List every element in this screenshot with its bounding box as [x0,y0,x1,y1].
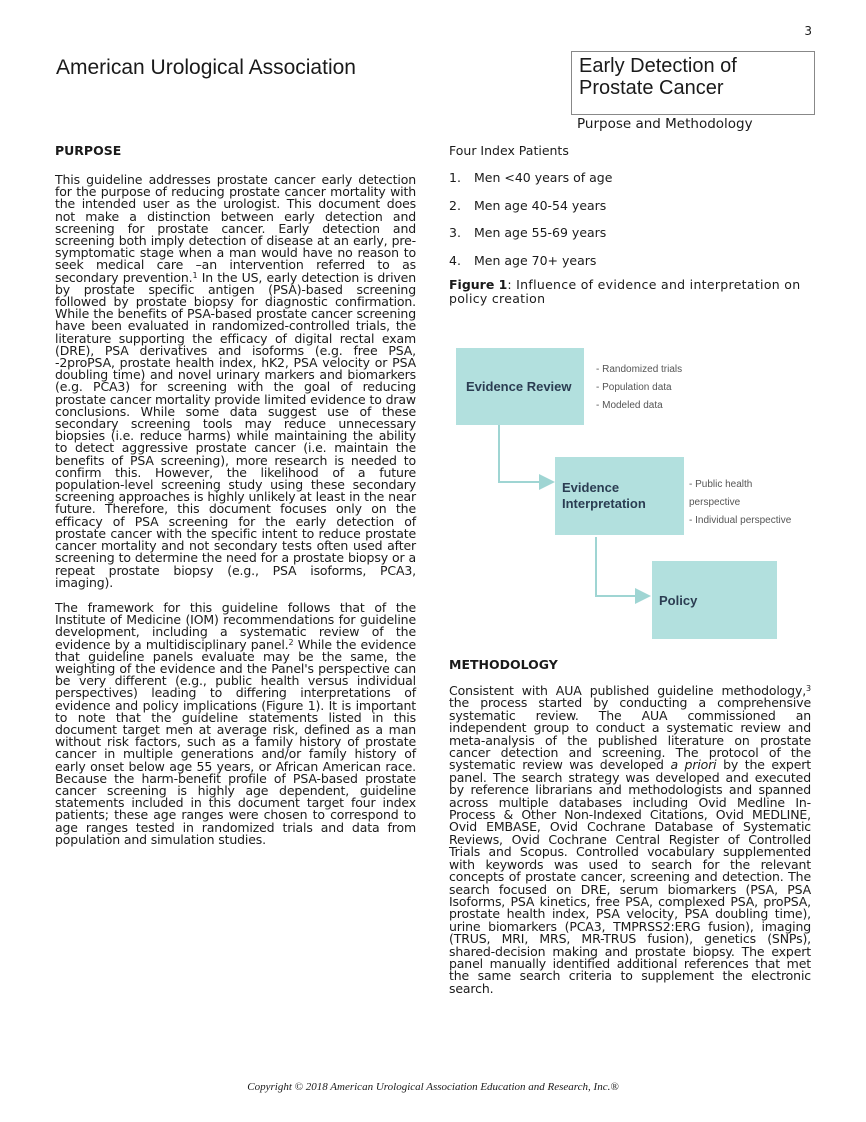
purpose-p2-text-a: The framework for this guideline follows that of the Institute of Medicine (IOM) recommendations for guideline development, including a systematic review of the evidence by a multidisciplinary panel. [55,599,416,652]
document-title-box [571,51,815,115]
purpose-p2-text-b: While the evidence that guideline panels evaluate may be the same, the weighting of the evidence and the Panel's perspective can be very different (e.g., public health versus individual perspectives) leading to differing interpretations of evidence and policy implications (Figure 1). It is important to note that the guideline statements listed in this document target men at average risk, defined as a man without risk factors, such as a family history of prostate cancer in multiple generations and/or family history of early onset below age 55 years, or African American race. Because the harm-benefit profile of PSA-based prostate cancer screening is highly age dependent, guideline statements included in this document target four index patients; these age ranges were chosen to correspond to age ranges tested in randomized trials and data from population and simulation studies. [55,636,416,847]
methodology-emphasis: a priori [670,757,717,773]
page-number: 3 [804,24,812,38]
policy-label: Policy [659,592,698,608]
methodology-text-b: the process started by conducting a comprehensive systematic review. The AUA commissioned an independent group to conduct a systematic review and meta-analysis of the published literature on prostate cancer detection and screening. The protocol of the systematic review was developed [449,695,811,773]
figure-label: Figure 1 [449,277,508,292]
list-item-text: Men <40 years of age [474,170,613,185]
index-patients-section [449,143,811,306]
list-item-number: 1. [449,170,461,185]
purpose-p1-text-b: In the US, early detection is driven by prostate specific antigen (PSA)-based screening followed by prostate biopsy for diagnostic confirmation. While the benefits of PSA-based prostate cancer screening have been evaluated in randomized-controlled trials, the literature supporting the efficacy of digital rectal exam (DRE), PSA derivatives and isoforms (e.g. free PSA, -2proPSA, prostate health index, hK2, PSA velocity or PSA doubling time) and novel urinary markers and biomarkers (e.g. PCA3) for screening with the goal of reducing prostate cancer mortality provide limited evidence to draw conclusions. While some data suggest use of these secondary screening tools may reduce unnecessary biopsies (i.e. reduce harms) while maintaining the ability to detect aggressive prostate cancer (i.e. maintain the benefits of PSA screening), more research is needed to confirm this. However, the likelihood of a future population-level screening study using these secondary screening approaches is highly unlikely at least in the near future. Therefore, this document focuses only on the efficacy of PSA screening for the early detection of prostate cancer with the specific intent to reduce prostate cancer mortality and not secondary tests often used after screening to determine the need for a prostate biopsy or a repeat prostate biopsy (e.g., PSA isoforms, PCA3, imaging). [55,269,416,590]
methodology-heading: METHODOLOGY [449,657,558,672]
document-title-line2: Prostate Cancer [579,77,724,99]
methodology-paragraph [449,685,811,995]
evidence-interpretation-bullets [689,476,806,530]
bullet-item: - Individual perspective [689,515,792,526]
index-patients-title: Four Index Patients [449,143,569,158]
list-item [449,253,811,269]
citation-3: 3 [806,684,811,693]
purpose-paragraph-2 [55,599,416,847]
bullet-item: - Public health perspective [689,479,753,508]
evidence-interpretation-label-line1: Evidence [562,480,620,495]
methodology-text-a: Consistent with AUA published guideline methodology, [449,683,807,698]
methodology-text-c: by the expert panel. The search strategy was developed and executed by reference librarians and methodologists and spanned across multiple databases including Ovid Medline In-Process & Other Non-Indexed Citations, Ovid MEDLINE, Ovid EMBASE, Ovid Cochrane Database of Systematic Reviews, Ovid Cochrane Central Register of Controlled Trials and Scopus. Controlled vocabulary supplemented with keywords was used to search for the relevant concepts of prostate cancer, screening and detection. The search focused on DRE, serum biomarkers (PSA, PSA Isoforms, PSA kinetics, free PSA, complexed PSA, proPSA, prostate health index, PSA velocity, PSA doubling time), urine biomarkers (PCA3, TMPRSS2:ERG fusion), imaging (TRUS, MRI, MRS, MR-TRUS fusion), genetics (SNPs), shared-decision making and prostate biopsy. The expert panel manually identified additional references that met the same search criteria to supplement the electronic search. [449,757,812,996]
section-subtitle: Purpose and Methodology [577,116,753,132]
list-item-number: 4. [449,252,461,268]
evidence-policy-diagram [456,347,806,641]
purpose-section [55,143,416,846]
figure-caption-text: : Influence of evidence and interpretation on policy creation [449,277,801,306]
list-item-text: Men age 70+ years [474,252,597,268]
evidence-interpretation-box [555,457,684,535]
list-item [449,198,811,214]
index-patients-list [449,170,811,268]
bullet-item: - Population data [596,382,672,393]
methodology-section [449,657,811,995]
figure-caption [449,278,811,306]
evidence-review-label: Evidence Review [466,379,572,394]
citation-1: 1 [192,270,198,280]
list-item [449,170,811,186]
arrow-interpretation-to-policy [596,537,649,596]
evidence-review-box [456,348,584,425]
citation-2: 2 [288,637,294,647]
list-item [449,225,811,241]
bullet-item: - Modeled data [596,400,663,411]
purpose-p1-text-a: This guideline addresses prostate cancer early detection for the purpose of reducing prostate cancer mortality with the intended user as the urologist. This document does not make a distinction between early detection and screening for prostate cancer. Early detection and screening both imply detection of disease at an early, pre-symptomatic stage when a man would have no reason to seek medical care –an intervention referred to as secondary prevention. [55,172,416,285]
evidence-review-bullets [596,361,682,415]
list-item-number: 2. [449,197,461,213]
evidence-interpretation-label-line2: Interpretation [562,496,646,511]
policy-box [652,561,777,639]
document-title-line1: Early Detection of [579,55,737,77]
arrow-review-to-interpretation [499,425,553,482]
bullet-item: - Randomized trials [596,364,683,375]
purpose-heading: PURPOSE [55,143,122,158]
list-item-number: 3. [449,225,461,240]
copyright-footer: Copyright © 2018 American Urological Association Education and Research, Inc.® [247,1081,619,1093]
purpose-paragraph-1 [55,174,416,589]
list-item-text: Men age 55-69 years [474,225,607,240]
list-item-text: Men age 40-54 years [474,197,607,213]
organization-name: American Urological Association [56,56,356,79]
